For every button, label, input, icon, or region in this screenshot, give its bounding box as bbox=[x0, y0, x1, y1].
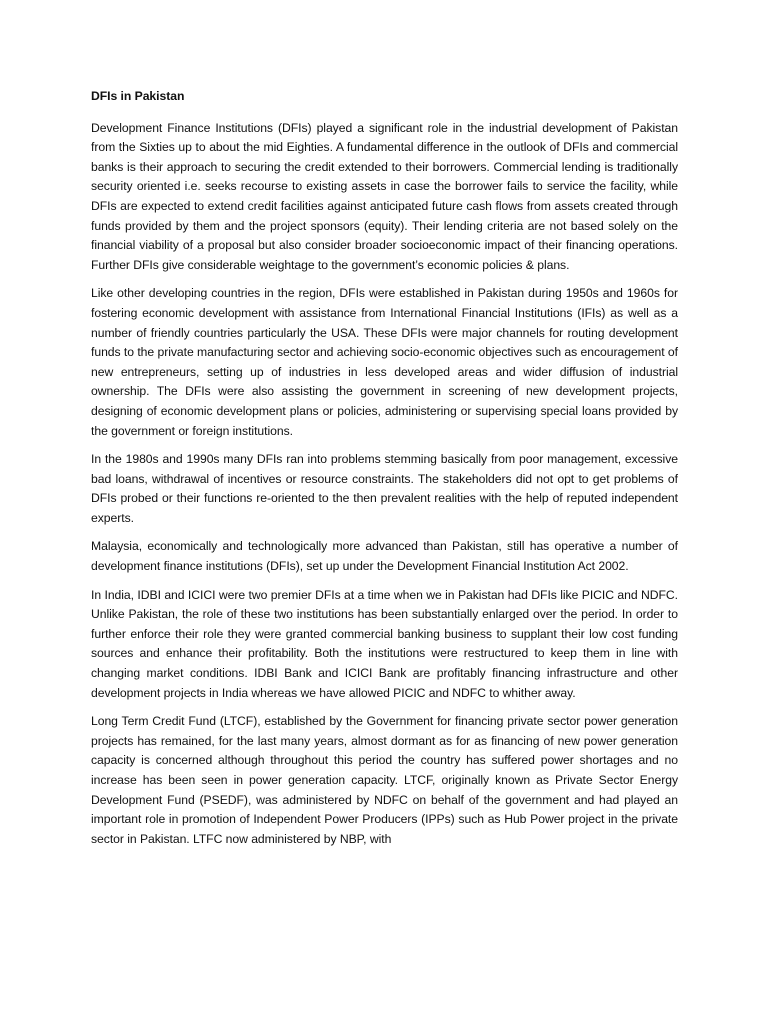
paragraph-ltcf: Long Term Credit Fund (LTCF), established by the Government for financing private sector power generation projects has remained, for the last many years, almost dormant as for as financing of new power generation capacity is concerned although throughout this period the country has suffered power shortages and no increase has been seen in power generation capacity. LTCF, originally known as Private Sector Energy Development Fund (PSEDF), was administered by NDFC on behalf of the government and had played an important role in promotion of Independent Power Producers (IPPs) such as Hub Power project in the private sector in Pakistan. LTFC now administered by NBP, with bbox=[91, 714, 678, 846]
paragraph-dfi-role: Development Finance Institutions (DFIs) played a significant role in the industrial development of Pakistan from the Sixties up to about the mid Eighties. A fundamental difference in the outlook of DFIs and commercial banks is their approach to securing the credit extended to their borrowers. Commercial lending is traditionally security oriented i.e. seeks recourse to existing assets in case the borrower fails to service the facility, while DFIs are expected to extend credit facilities against anticipated future cash flows from assets created through funds provided by them and the project sponsors (equity). Their lending criteria are not based solely on the financial viability of a proposal but also consider broader socioeconomic impact of their financing operations. Further DFIs give considerable weightage to the government’s economic policies & plans. bbox=[91, 120, 678, 272]
paragraph-india: In India, IDBI and ICICI were two premier DFIs at a time when we in Pakistan had DFIs like PICIC and NDFC. Unlike Pakistan, the role of these two institutions has been substantially enlarged over the period. In order to further enforce their role they were granted commercial banking business to supplant their low cost funding sources and enhance their profitability. Both the institutions were restructured to keep them in line with changing market conditions. IDBI Bank and ICICI Bank are profitably financing infrastructure and other development projects in India whereas we have allowed PICIC and NDFC to whither away. bbox=[91, 587, 678, 700]
document-body bbox=[91, 87, 678, 858]
document-title: DFIs in Pakistan bbox=[91, 89, 185, 103]
paragraph-dfi-problems: In the 1980s and 1990s many DFIs ran into problems stemming basically from poor management, excessive bad loans, withdrawal of incentives or resource constraints. The stakeholders did not opt to get problems of DFIs probed or their functions re-oriented to the then prevalent realities with the help of reputed independent experts. bbox=[91, 452, 678, 525]
paragraph-malaysia: Malaysia, economically and technologically more advanced than Pakistan, still has operative a number of development finance institutions (DFIs), set up under the Development Financial Institution Act 2002. bbox=[91, 539, 678, 574]
paragraph-dfi-establishment: Like other developing countries in the region, DFIs were established in Pakistan during 1950s and 1960s for fostering economic development with assistance from International Financial Institutions (IFIs) as well as a number of friendly countries particularly the USA. These DFIs were major channels for routing development funds to the private manufacturing sector and achieving socio-economic objectives such as encouragement of new entrepreneurs, setting up of industries in less developed areas and wider diffusion of industrial ownership. The DFIs were also assisting the government in screening of new development projects, designing of economic development plans or policies, administering or supervising special loans provided by the government or foreign institutions. bbox=[91, 286, 678, 438]
